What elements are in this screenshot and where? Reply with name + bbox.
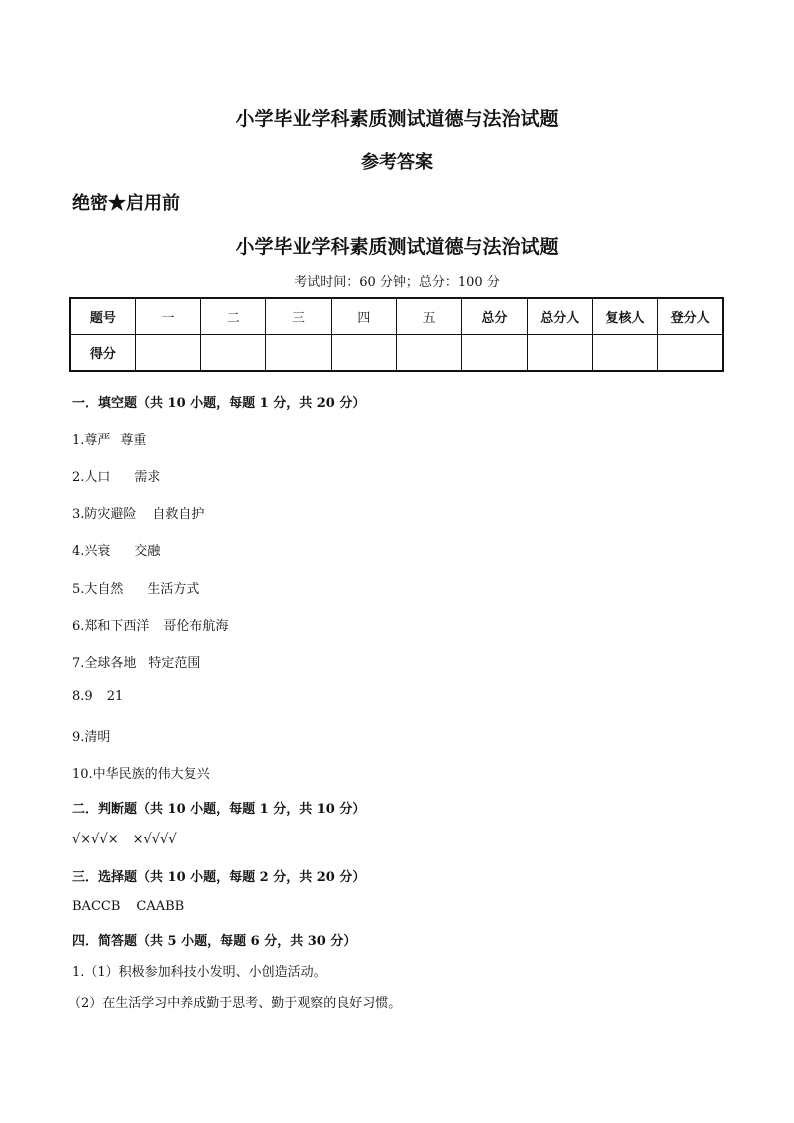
answer-b: ×√√√√ bbox=[132, 832, 177, 847]
list-item bbox=[72, 578, 199, 597]
section-1-title: 一．填空题（共 10 小题，每题 1 分，共 20 分） bbox=[72, 396, 366, 411]
list-item bbox=[72, 540, 160, 559]
answer-b: 生活方式 bbox=[147, 582, 200, 597]
document-title: 小学毕业学科素质测试道德与法治试题 bbox=[235, 108, 559, 130]
list-item bbox=[72, 503, 204, 522]
score-table bbox=[69, 297, 724, 372]
table-cell: 二 bbox=[201, 298, 266, 335]
table-cell: 总分 bbox=[462, 298, 527, 335]
table-cell: 一 bbox=[135, 298, 200, 335]
answer-b: 需求 bbox=[134, 470, 161, 485]
answer-b: 自救自护 bbox=[152, 507, 205, 522]
confidential-label: 绝密★启用前 bbox=[72, 193, 180, 214]
answer-a: 3.防灾避险 bbox=[72, 507, 137, 522]
list-item bbox=[72, 689, 123, 704]
section-2-title: 二．判断题（共 10 小题，每题 1 分，共 10 分） bbox=[72, 802, 366, 817]
judgement-answers bbox=[72, 832, 177, 847]
score-input-cell[interactable] bbox=[396, 335, 461, 372]
choice-answers bbox=[72, 899, 184, 914]
score-input-cell[interactable] bbox=[266, 335, 331, 372]
table-cell: 四 bbox=[331, 298, 396, 335]
short-answer-line: 1.（1）积极参加科技小发明、小创造活动。 bbox=[72, 965, 327, 980]
score-input-cell[interactable] bbox=[462, 335, 527, 372]
table-cell: 题号 bbox=[70, 298, 135, 335]
answer-a: 8.9 bbox=[72, 689, 93, 704]
answer-a: 6.郑和下西洋 bbox=[72, 619, 150, 634]
section-4-title: 四．简答题（共 5 小题，每题 6 分，共 30 分） bbox=[72, 934, 357, 949]
answer-b: 特定范围 bbox=[148, 656, 201, 671]
exam-info: 考试时间：60 分钟；总分：100 分 bbox=[294, 275, 500, 290]
answer-a: BACCB bbox=[72, 899, 121, 914]
table-cell: 总分人 bbox=[527, 298, 592, 335]
answer-a: 2.人口 bbox=[72, 470, 111, 485]
list-item bbox=[72, 726, 110, 745]
score-input-cell[interactable] bbox=[658, 335, 723, 372]
table-cell: 复核人 bbox=[592, 298, 657, 335]
answer-a: 5.大自然 bbox=[72, 582, 124, 597]
table-cell: 得分 bbox=[70, 335, 135, 372]
list-item bbox=[72, 615, 228, 634]
answer-b: 尊重 bbox=[120, 433, 147, 448]
answer-b: 21 bbox=[106, 689, 124, 704]
score-table-header-row bbox=[70, 298, 723, 335]
table-cell: 三 bbox=[266, 298, 331, 335]
answer-key-heading: 参考答案 bbox=[361, 152, 433, 173]
exam-title: 小学毕业学科素质测试道德与法治试题 bbox=[235, 236, 559, 258]
answer-a: 4.兴衰 bbox=[72, 544, 111, 559]
answer-b: 交融 bbox=[134, 544, 161, 559]
score-input-cell[interactable] bbox=[201, 335, 266, 372]
answer-b: 哥伦布航海 bbox=[163, 619, 229, 634]
table-cell: 五 bbox=[396, 298, 461, 335]
score-table-score-row bbox=[70, 335, 723, 372]
section-3-title: 三．选择题（共 10 小题，每题 2 分，共 20 分） bbox=[72, 870, 366, 885]
list-item bbox=[72, 466, 160, 485]
answer-a: 10.中华民族的伟大复兴 bbox=[72, 767, 210, 782]
answer-a: 1.尊严 bbox=[72, 433, 111, 448]
score-input-cell[interactable] bbox=[331, 335, 396, 372]
score-input-cell[interactable] bbox=[135, 335, 200, 372]
list-item bbox=[72, 429, 146, 448]
list-item bbox=[72, 763, 210, 782]
score-input-cell[interactable] bbox=[527, 335, 592, 372]
answer-a: 9.清明 bbox=[72, 730, 111, 745]
score-input-cell[interactable] bbox=[592, 335, 657, 372]
table-cell: 登分人 bbox=[658, 298, 723, 335]
short-answer-line: （2）在生活学习中养成勤于思考、勤于观察的良好习惯。 bbox=[68, 996, 402, 1011]
answer-a: √×√√× bbox=[72, 832, 119, 847]
answer-b: CAABB bbox=[136, 899, 185, 914]
answer-a: 7.全球各地 bbox=[72, 656, 137, 671]
list-item bbox=[72, 652, 200, 671]
